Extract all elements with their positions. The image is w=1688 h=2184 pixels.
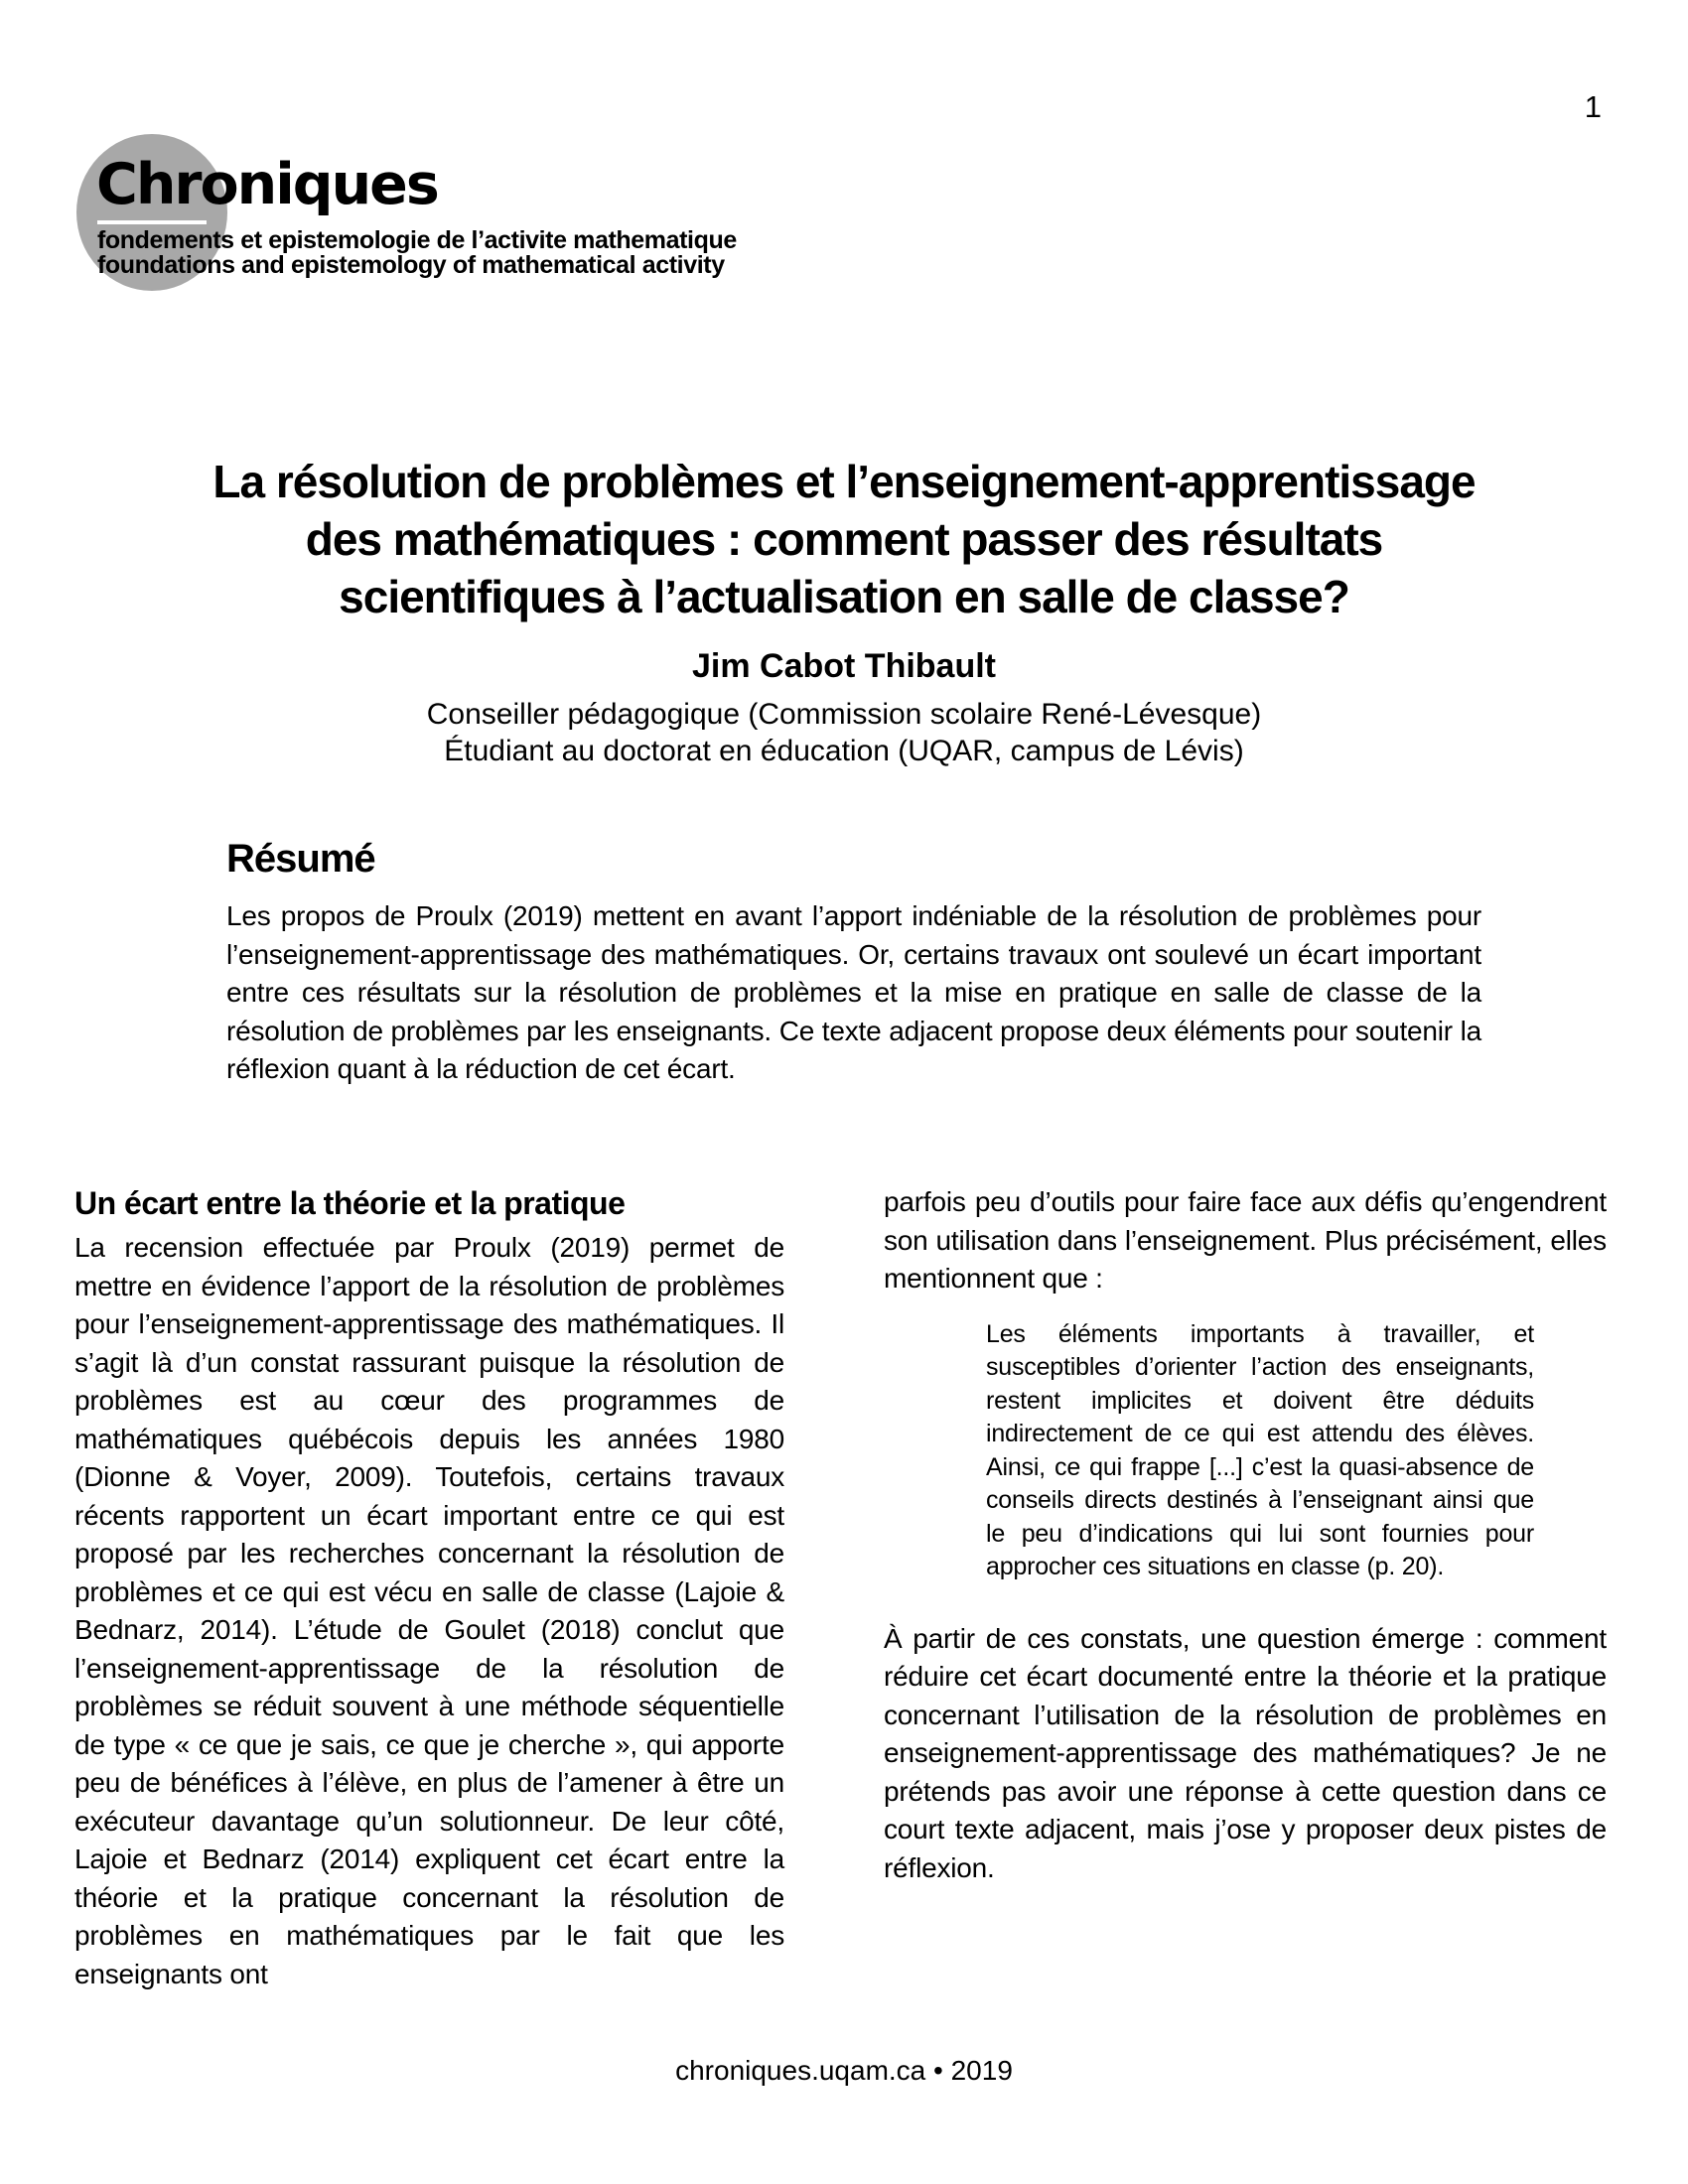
logo-underline xyxy=(97,220,207,224)
logo-tagline-fr: fondements et epistemologie de l’activite mathematique xyxy=(97,226,737,254)
left-column xyxy=(74,1183,784,1993)
chroniques-logo xyxy=(76,134,891,298)
page-footer: chroniques.uqam.ca • 2019 xyxy=(675,2055,1013,2086)
author-affiliation-2: Étudiant au doctorat en éducation (UQAR, campus de Lévis) xyxy=(444,735,1244,767)
title-line-1: La résolution de problèmes et l’enseignement-apprentissage xyxy=(212,455,1476,507)
block-quote: Les éléments importants à travailler, et susceptibles d’orienter l’action des enseignants, restent implicites et doivent être déduits indirectement de ce qui est attendu des élèves. Ainsi, ce qui frappe [...] c’est la quasi-absence de conseils directs destinés à l’enseignant ainsi que le peu d’indications qui lui sont fournies pour approcher ces situations en classe (p. 20). xyxy=(986,1319,1534,1580)
logo-tagline-en: foundations and epistemology of mathematical activity xyxy=(97,251,725,279)
left-column-text: La recension effectuée par Proulx (2019) permet de mettre en évidence l’apport de la résolution de problèmes pour l’enseignement-apprentissage des mathématiques. Il s’agit là d’un constat rassurant puisque la résolution de problèmes est au cœur des programmes de mathématiques québécois depuis les années 1980 (Dionne & Voyer, 2009). Toutefois, certains travaux récents rapportent un écart important entre ce qui est proposé par les recherches concernant la résolution de problèmes et ce qui est vécu en salle de classe (Lajoie & Bednarz, 2014). L’étude de Goulet (2018) conclut que l’enseignement-apprentissage de la résolution de problèmes se réduit souvent à une méthode séquentielle de type « ce que je sais, ce que je cherche », qui apporte peu de bénéfices à l’élève, en plus de l’amener à être un exécuteur davantage qu’un solutionneur. De leur côté, Lajoie et Bednarz (2014) expliquent cet écart entre la théorie et la pratique concernant la résolution de problèmes en mathématiques par le fait que les enseignants ont xyxy=(74,1232,784,1989)
right-column xyxy=(884,1183,1607,1993)
section-heading: Un écart entre la théorie et la pratique xyxy=(74,1185,626,1221)
logo-wordmark: Chroniques xyxy=(96,152,438,217)
title-line-3: scientifiques à l’actualisation en salle de classe? xyxy=(339,570,1349,622)
logo-taglines xyxy=(97,228,737,278)
title-line-2: des mathématiques : comment passer des résultats xyxy=(305,512,1383,565)
author-affiliation-1: Conseiller pédagogique (Commission scolaire René-Lévesque) xyxy=(426,698,1262,731)
right-column-paragraph: parfois peu d’outils pour faire face aux défis qu’engendrent son utilisation dans l’enseignement. Plus précisément, elles mentionnent que : xyxy=(884,1186,1607,1294)
byline xyxy=(0,647,1688,769)
author-name: Jim Cabot Thibault xyxy=(692,647,996,685)
article-title xyxy=(0,453,1688,625)
abstract-section xyxy=(226,837,1481,1089)
abstract-heading: Résumé xyxy=(226,837,375,881)
two-column-body xyxy=(74,1183,1609,1993)
right-column-paragraph-2: À partir de ces constats, une question émerge : comment réduire cet écart documenté entre la théorie et la pratique concernant l’utilisation de la résolution de problèmes en enseignement-apprentissage des mathématiques? Je ne prétends pas avoir une réponse à cette question dans ce court texte adjacent, mais j’ose y proposer deux pistes de réflexion. xyxy=(884,1622,1607,1883)
abstract-text: Les propos de Proulx (2019) mettent en avant l’apport indéniable de la résolution de problèmes pour l’enseignement-apprentissage des mathématiques. Or, certains travaux ont soulevé un écart important entre ces résultats sur la résolution de problèmes et la mise en pratique en salle de classe de la résolution de problèmes par les enseignants. Ce texte adjacent propose deux éléments pour soutenir la réflexion quant à la réduction de cet écart. xyxy=(226,900,1481,1084)
page-number: 1 xyxy=(1584,89,1602,124)
